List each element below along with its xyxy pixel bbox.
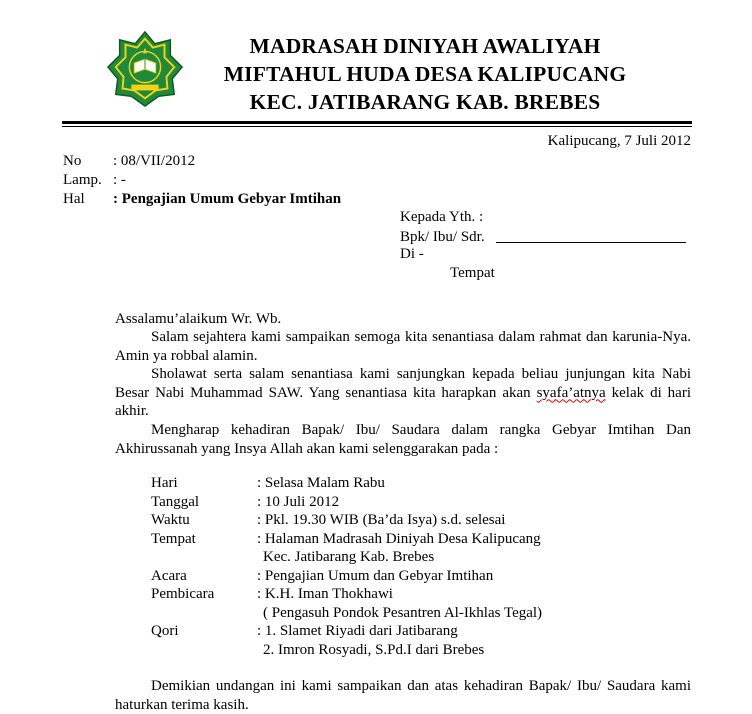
recipient-line-2: Bpk/ Ibu/ Sdr. (400, 229, 485, 245)
detail-row: Waktu : Pkl. 19.30 WIB (Ba’da Isya) s.d. selesai (151, 512, 506, 528)
paragraph-1: Salam sejahtera kami sampaikan semoga kita senantiasa dalam rahmat dan karunia-Nya. Amin ya robbal alamin. (115, 329, 691, 364)
letter-subject (63, 190, 341, 209)
detail-row: Pembicara : K.H. Iman Thokhawi (151, 586, 393, 602)
header-rule-thick (62, 121, 692, 124)
detail-row: Hari : Selasa Malam Rabu (151, 475, 385, 491)
letter-attachment (63, 171, 126, 190)
spellcheck-word: syafa’atnya (536, 384, 606, 401)
header-rule-thin (62, 126, 692, 127)
organization-heading (190, 32, 660, 116)
detail-row: Acara : Pengajian Umum dan Gebyar Imtihan (151, 567, 494, 584)
greeting: Assalamu’alaikum Wr. Wb. (115, 311, 282, 327)
detail-continuation: 2. Imron Rosyadi, S.Pd.I dari Brebes (263, 641, 485, 658)
lamp-label: Lamp. (63, 172, 102, 188)
detail-continuation: ( Pengasuh Pondok Pesantren Al-Ikhlas Tegal) (263, 604, 543, 621)
lamp-value: : - (113, 172, 126, 188)
detail-continuation: Kec. Jatibarang Kab. Brebes (263, 549, 435, 565)
letter-number (63, 152, 195, 171)
detail-row: Tanggal : 10 Juli 2012 (151, 493, 340, 510)
org-line-2: MIFTAHUL HUDA DESA KALIPUCANG (223, 62, 627, 86)
recipient-blank-line (496, 242, 686, 243)
recipient-line-4: Tempat (450, 265, 495, 281)
closing-paragraph: Demikian undangan ini kami sampaikan dan atas kehadiran Bapak/ Ibu/ Saudara kami haturkan terima kasih. (115, 678, 691, 713)
recipient-line-1: Kepada Yth. : (400, 209, 484, 225)
paragraph-2-start: Sholawat serta salam senantiasa kami sanjungkan kepada beliau junjungan kita Nabi Besar Nabi Muhammad SAW. Yang senantiasa kita harapkan akan (115, 366, 691, 401)
place-date: Kalipucang, 7 Juli 2012 (547, 133, 691, 149)
no-value: : 08/VII/2012 (113, 153, 196, 169)
recipient-line-3: Di - (400, 246, 424, 262)
hal-value: : Pengajian Umum Gebyar Imtihan (113, 191, 342, 207)
org-line-1: MADRASAH DINIYAH AWALIYAH (249, 34, 601, 58)
org-line-3: KEC. JATIBARANG KAB. BREBES (249, 90, 601, 114)
paragraph-2-end: kelak di hari akhir. (115, 384, 691, 419)
detail-row: Tempat : Halaman Madrasah Diniyah Desa Kalipucang (151, 530, 541, 547)
paragraph-3: Mengharap kehadiran Bapak/ Ibu/ Saudara dalam rangka Gebyar Imtihan Dan Akhirussanah yang Insya Allah akan kami selenggarakan pada : (115, 422, 691, 457)
event-details (151, 474, 542, 659)
hal-label: Hal (63, 191, 85, 207)
paragraph-2 (115, 365, 691, 421)
kemenag-emblem-icon (106, 30, 184, 108)
no-label: No (63, 153, 82, 169)
detail-row: Qori : 1. Slamet Riyadi dari Jatibarang (151, 623, 458, 639)
